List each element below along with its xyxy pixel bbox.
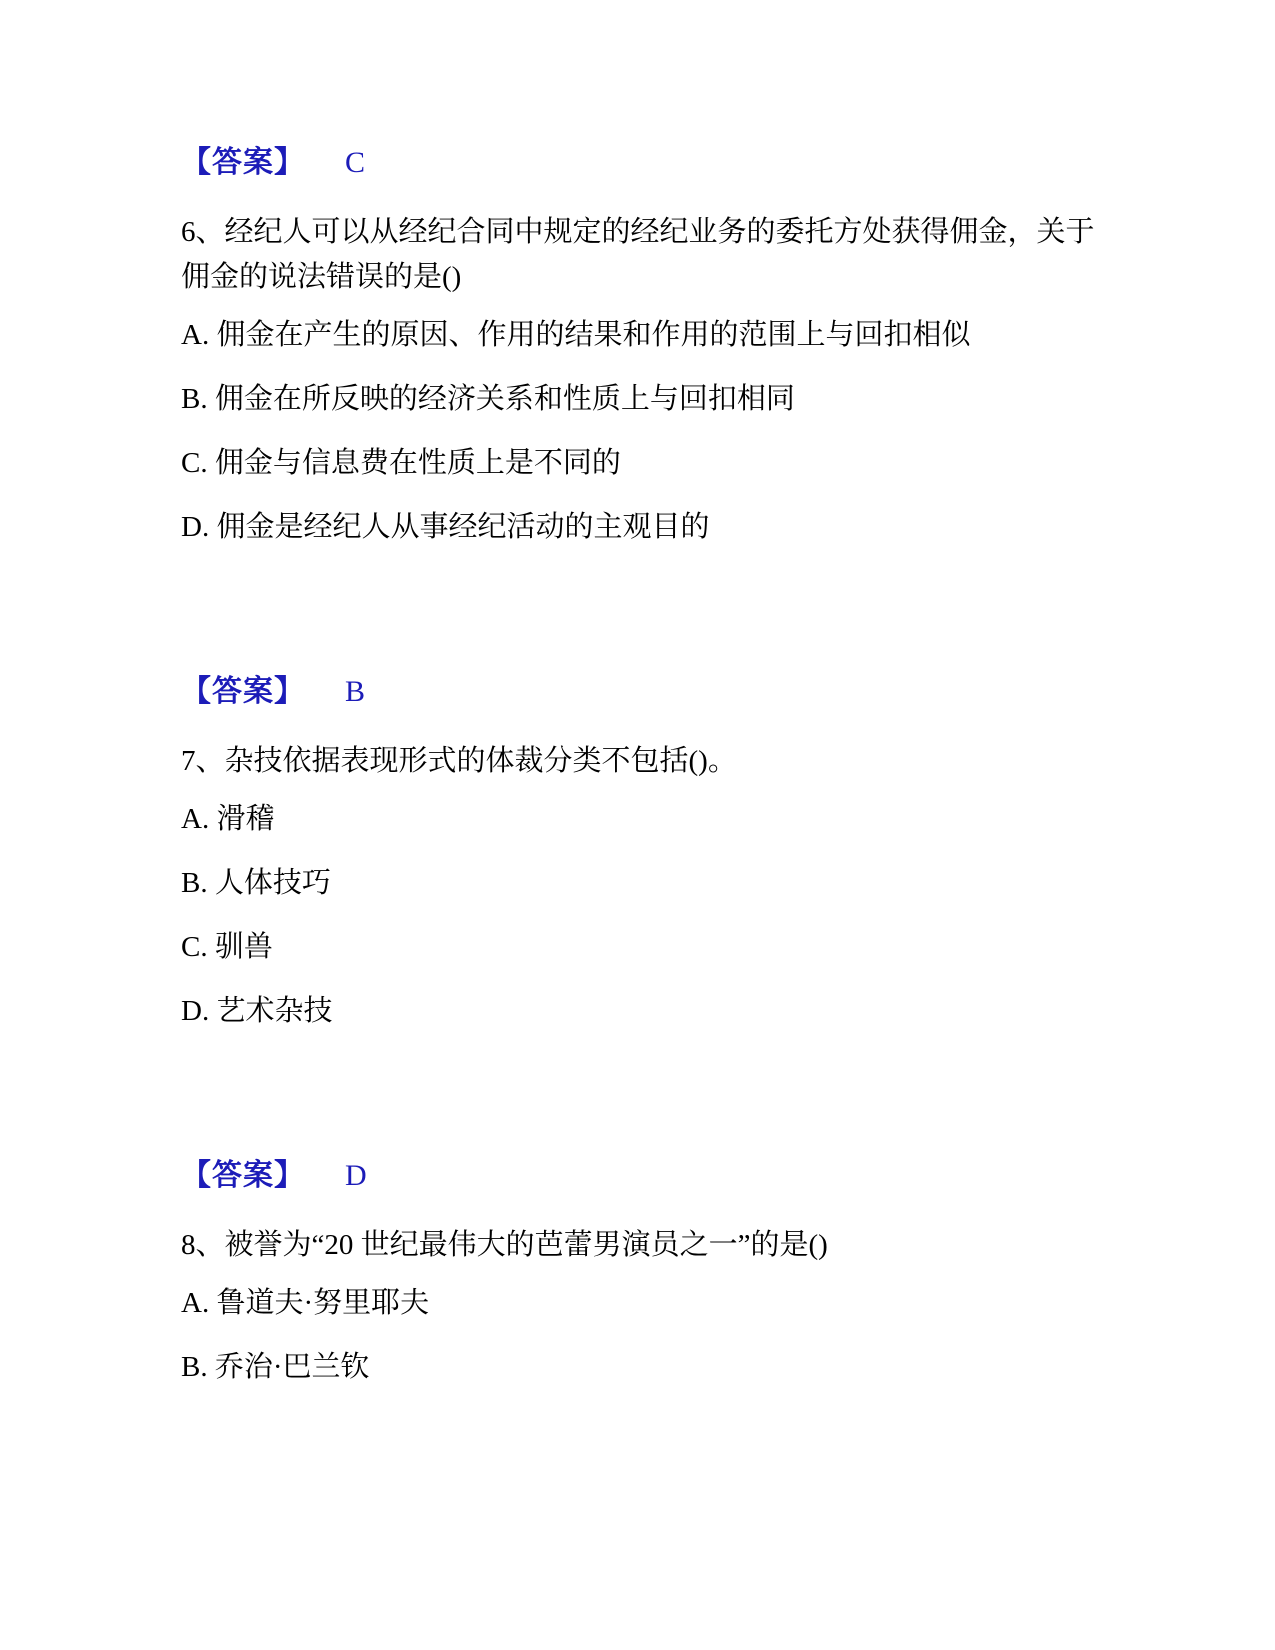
answer-block-3 [181, 1159, 1095, 1193]
answer-label: 【答案】 [181, 675, 305, 708]
question-6-option-c: C. 佣金与信息费在性质上是不同的 [181, 447, 621, 479]
answer-block-2 [181, 675, 1095, 709]
question-8-stem: 8、被誉为“20 世纪最伟大的芭蕾男演员之一”的是() [181, 1229, 828, 1261]
question-7-option-d: D. 艺术杂技 [181, 995, 333, 1027]
question-8-option-a: A. 鲁道夫·努里耶夫 [181, 1287, 430, 1319]
answer-label: 【答案】 [181, 1159, 305, 1192]
question-6-option-a: A. 佣金在产生的原因、作用的结果和作用的范围上与回扣相似 [181, 319, 971, 351]
question-6-option-b: B. 佣金在所反映的经济关系和性质上与回扣相同 [181, 383, 795, 415]
question-7-option-c: C. 驯兽 [181, 931, 273, 963]
question-8-option-b: B. 乔治·巴兰钦 [181, 1351, 370, 1383]
question-6-option-d: D. 佣金是经纪人从事经纪活动的主观目的 [181, 511, 710, 543]
question-7-option-a: A. 滑稽 [181, 803, 275, 835]
answer-value: B [345, 675, 366, 708]
question-7-option-b: B. 人体技巧 [181, 867, 331, 899]
question-7-stem: 7、杂技依据表现形式的体裁分类不包括()。 [181, 745, 737, 777]
answer-block-1 [181, 146, 1095, 180]
question-6-stem: 6、经纪人可以从经纪合同中规定的经纪业务的委托方处获得佣金，关于佣金的说法错误的是() [181, 216, 1095, 293]
answer-value: C [345, 146, 366, 179]
answer-label: 【答案】 [181, 146, 305, 179]
answer-value: D [345, 1159, 367, 1192]
